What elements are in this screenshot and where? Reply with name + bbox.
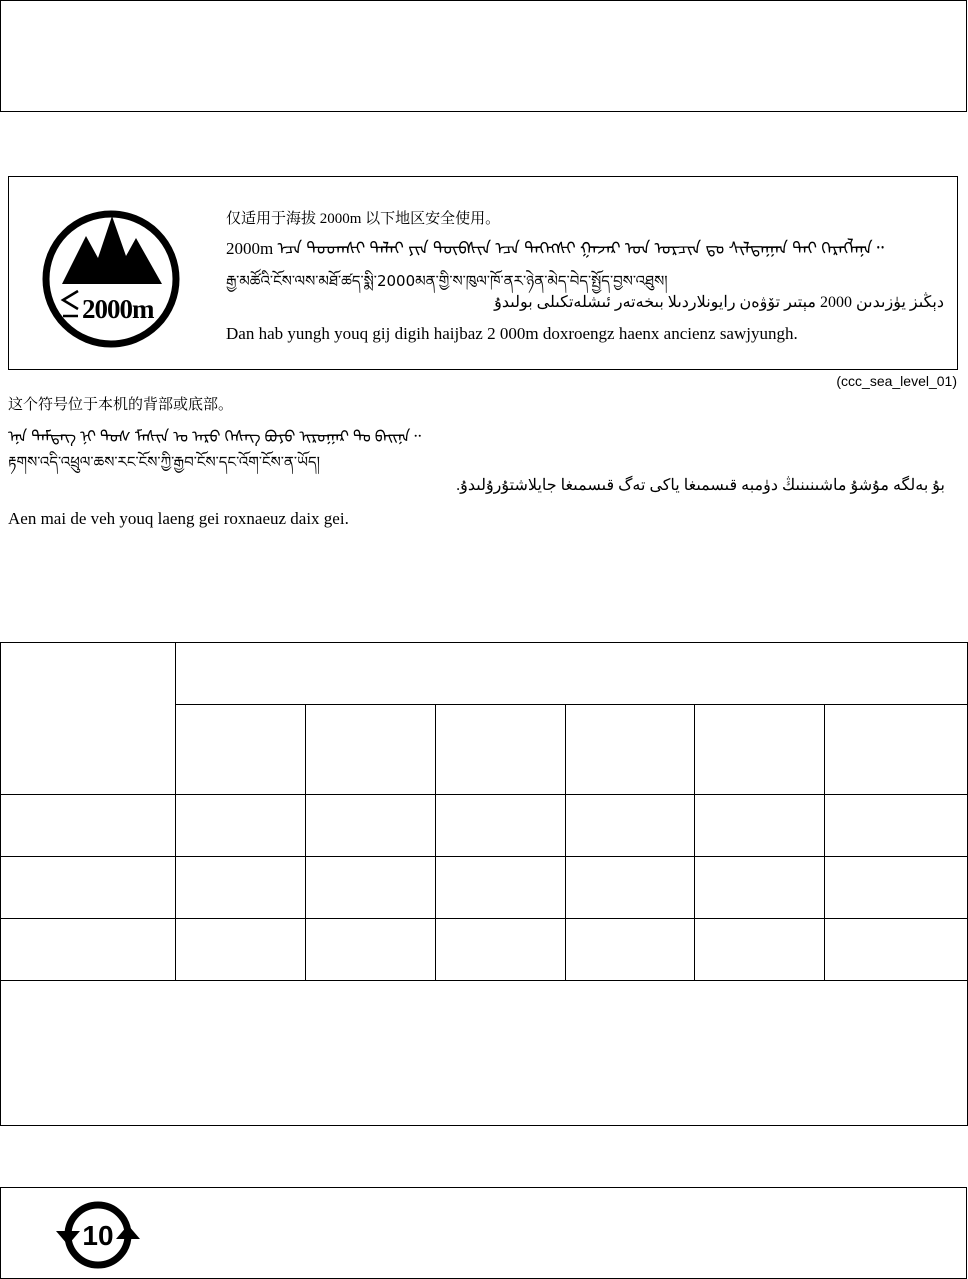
recycle-period-value: 10 [82, 1220, 114, 1251]
location-chinese: 这个符号位于本机的背部或底部。 [8, 397, 234, 413]
symbol-code-label: (ccc_sea_level_01) [836, 373, 957, 389]
table-header-cell [695, 705, 825, 795]
table-header-part [1, 643, 176, 795]
table-header-cell [436, 705, 566, 795]
notice-chinese: 仅适用于海拔 2000m 以下地区安全使用。 [226, 211, 501, 227]
altitude-badge-text: 2000m [82, 294, 154, 324]
top-empty-box [0, 0, 967, 112]
notice-mongolian: 2000m ᠡᠴᠡ ᠳᠣᠣᠭᠰᠢ ᠳᠠᠯᠠᠢ ᠶᠢᠨ ᠲᠦᠪᠰᠢᠨ ᠡᠴᠡ ᠳᠡᠭᠡᠭᠰᠢ ᠭᠠᠵᠠᠷ ᠤᠨ ᠤᠷᠴᠢᠨ ᠳᠤ ᠰᠢᠯᠲᠠᠭᠠᠨ ᠲᠠᠢ ᠬᠡᠷᠡᠭᠯᠡᠨᠡ᠃ [226, 239, 884, 258]
table-row [1, 795, 968, 857]
recycle-notice-box [0, 1187, 967, 1279]
table-header-group [176, 643, 968, 705]
location-mongolian: ᠡᠨᠡ ᠲᠡᠮᠳᠡᠭ ᠨᠢ ᠲᠤᠰ ᠮᠠᠰᠢᠨ ᠤ ᠠᠷᠤ ᠬᠡᠰᠡᠭ ᠪᠤᠶᠤ ᠢᠷᠤᠭᠠᠷ ᠲᠤ ᠪᠠᠢᠨᠠ᠃ [8, 429, 421, 446]
notice-tibetan: རྒྱ་མཚོའི་ངོས་ལས་མཐོ་ཚད་སྨི་2000མན་གྱི་ས་ཁུལ་ཁོ་ནར་ཉེན་མེད་བེད་སྤྱོད་བྱས་འཐུས། [226, 272, 668, 290]
table-header-cell [825, 705, 968, 795]
mountain-altitude-icon [40, 208, 182, 350]
location-tibetan: རྟགས་འདི་འཕྲུལ་ཆས་རང་ངོས་ཀྱི་རྒྱབ་ངོས་དང་འོག་ངོས་ན་ཡོད། [8, 453, 320, 471]
location-uyghur: بۇ بەلگە مۇشۇ ماشىنىنىڭ دۈمبە قىسمىغا ياكى تەگ قىسمىغا جايلاشتۇرۇلىدۇ. [456, 477, 945, 494]
altitude-notice-box [8, 176, 958, 370]
hazardous-substance-table [0, 642, 968, 1126]
notice-zhuang: Dan hab yungh youq gij digih haijbaz 2 000m doxroengz haenx ancienz sawjyungh. [226, 324, 798, 343]
table-header-cell [566, 705, 695, 795]
table-header-cell [176, 705, 306, 795]
location-zhuang: Aen mai de veh youq laeng gei roxnaeuz daix gei. [8, 509, 349, 528]
table-row [1, 857, 968, 919]
notice-uyghur: دېڭىز يۈزىدىن 2000 مېتىر تۆۋەن رايونلاردىلا بىخەتەر ئىشلەتكىلى بولىدۇ [494, 294, 944, 311]
recycle-period-icon [54, 1195, 142, 1275]
table-header-cell [306, 705, 436, 795]
table-notes-row [1, 981, 968, 1126]
table-row [1, 919, 968, 981]
